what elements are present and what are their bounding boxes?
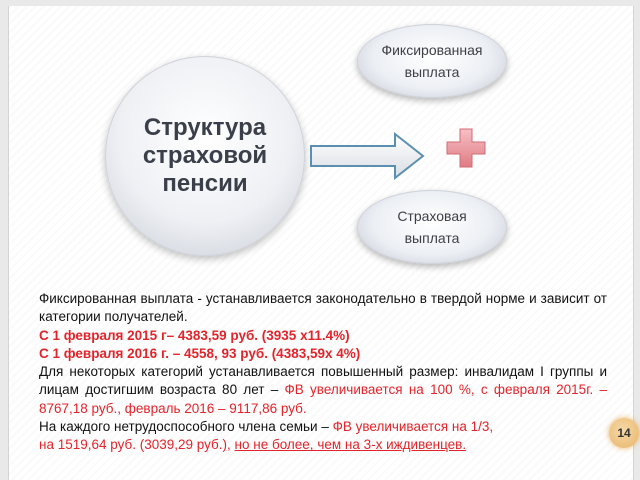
increased-payment-paragraph [39, 363, 607, 418]
pension-structure-label: Структура страховой пенсии [142, 114, 268, 197]
dependents-amount: на 1519,64 руб. (3039,29 руб.), [39, 437, 235, 453]
dependents-paragraph [39, 418, 607, 455]
body-text [39, 290, 607, 455]
pension-structure-node [105, 56, 305, 256]
increased-payment-detail: ФВ увеличивается на 100 %, с февраля 2015г. – 8767,18 руб., февраль 2016 – 9117,86 руб. [39, 382, 607, 416]
fixed-payment-label: Фиксированная выплата [381, 42, 483, 80]
plus-icon [445, 127, 487, 169]
rate-2015: С 1 февраля 2015 г– 4383,59 руб. (3935 х11.4%) [39, 327, 350, 343]
increased-payment-intro: Для некоторых категорий устанавливается повышенный размер: инвалидам I группы и лицам достигшим возраста 80 лет – [39, 364, 607, 398]
dependents-intro: На каждого нетрудоспособного члена семьи – [39, 419, 333, 435]
page-number: 14 [617, 426, 631, 440]
slide [8, 6, 634, 480]
rate-2016: С 1 февраля 2016 г. – 4558, 93 руб. (4383,59х 4%) [39, 345, 361, 361]
right-arrow-icon [309, 131, 427, 181]
fixed-payment-node [357, 24, 507, 98]
dependents-increase: ФВ увеличивается на 1/3, [332, 419, 494, 435]
fixed-payment-description: Фиксированная выплата - устанавливается законодательно в твердой норме и зависит от категории получателей. [39, 291, 607, 325]
insurance-payment-label: Страховая выплата [397, 208, 467, 246]
dependents-limit: но не более, чем на 3-х иждивенцев. [234, 437, 467, 453]
page-number-badge [609, 418, 639, 448]
insurance-payment-node [357, 190, 507, 264]
